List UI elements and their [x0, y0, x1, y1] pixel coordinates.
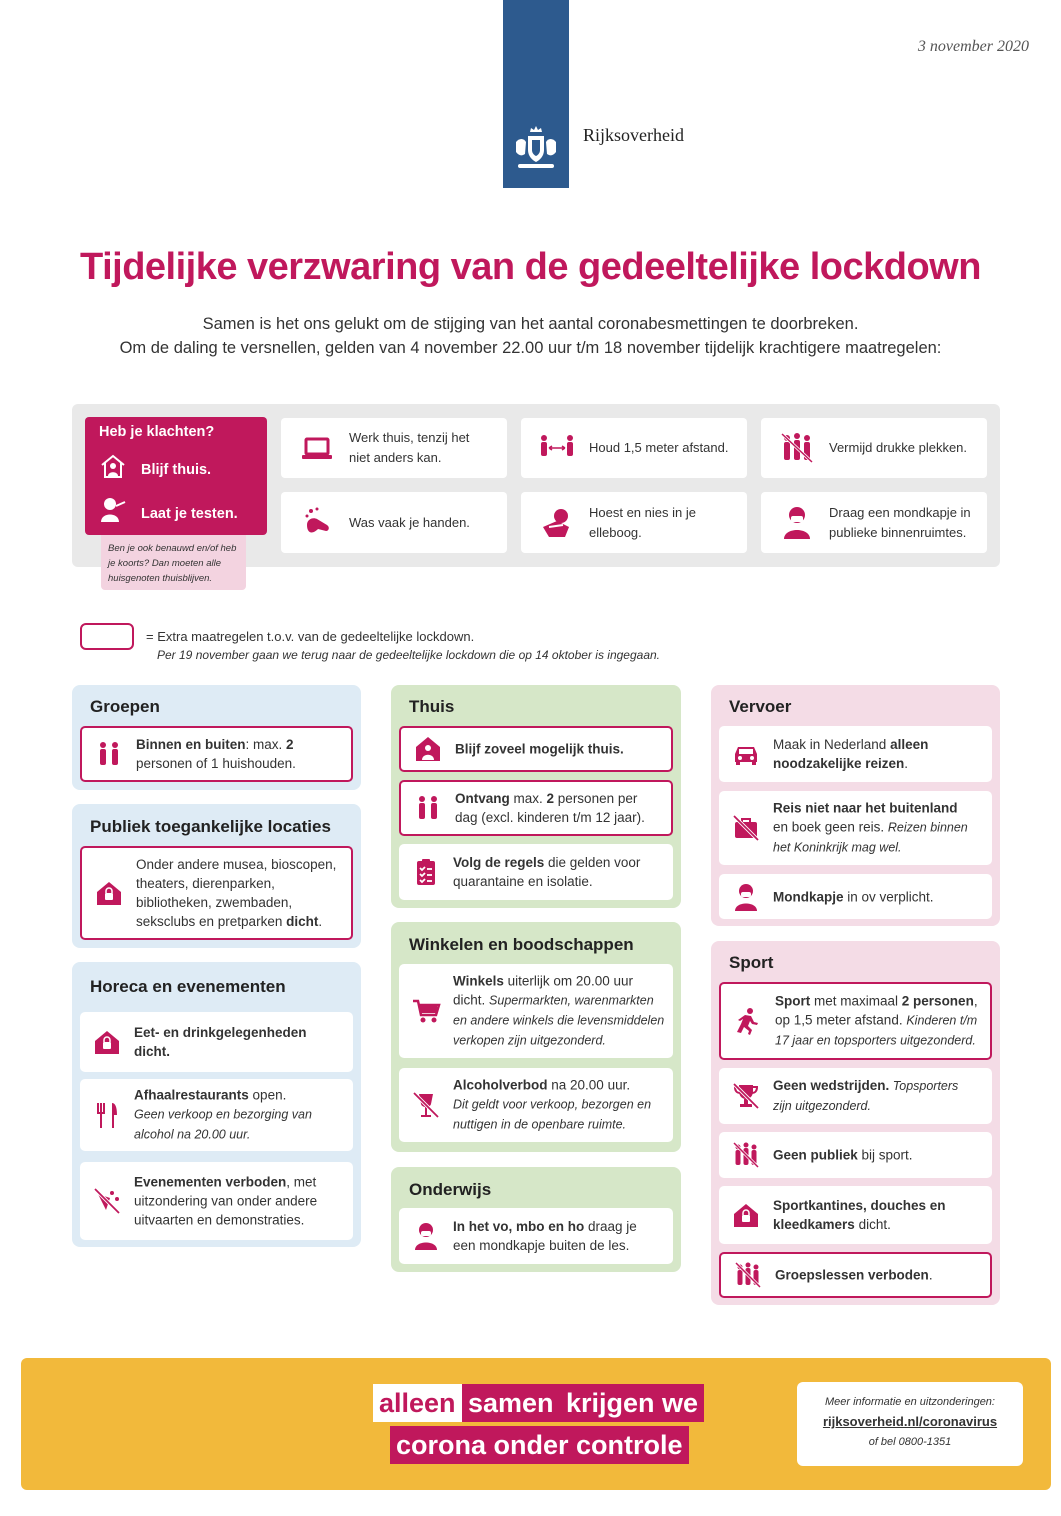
text-bold: Alcoholverbod — [453, 1077, 548, 1093]
test-swab-icon — [99, 495, 127, 523]
text: uitvaarten en demonstraties. — [134, 1212, 305, 1228]
card-sport — [719, 982, 992, 1060]
no-trophy-icon — [731, 1081, 761, 1111]
sneeze-elbow-icon — [539, 505, 575, 541]
house-person-icon — [99, 452, 127, 480]
info-box — [797, 1382, 1023, 1466]
card-matches — [719, 1068, 992, 1124]
card-horeca — [80, 1012, 353, 1072]
card-group-lessons — [719, 1252, 992, 1298]
handwash-icon — [299, 505, 335, 541]
text-bold: kleedkamers — [773, 1217, 855, 1232]
tip-work-home-line1: Werk thuis, tenzij het — [349, 430, 470, 445]
date: 3 november 2020 — [917, 38, 1029, 55]
text: personen of 1 huishouden. — [136, 756, 296, 771]
text: quarantaine en isolatie. — [453, 874, 593, 889]
text-italic: Topsporters — [889, 1079, 959, 1093]
text: uiterlijk om 20.00 uur — [503, 973, 633, 989]
intro-text — [0, 312, 1061, 360]
text: open. — [248, 1087, 287, 1103]
text-bold: dicht. — [134, 1044, 170, 1059]
section-heading: Publiek toegankelijke locaties — [90, 817, 331, 836]
tip-distance — [521, 418, 747, 478]
card-shops — [399, 964, 673, 1058]
slogan-corona: corona onder controle — [390, 1426, 689, 1464]
text-bold: Winkels — [453, 973, 504, 989]
text-italic: verkopen zijn uitgezonderd. — [453, 1033, 606, 1048]
no-group-icon — [733, 1260, 763, 1290]
text: : max. — [245, 737, 287, 752]
tip-work-home-line2: niet anders kan. — [349, 450, 442, 465]
text: in ov verplicht. — [843, 889, 934, 904]
text-italic: Supermarkten, warenmarkten — [489, 993, 654, 1008]
text: op 1,5 meter afstand. — [775, 1012, 907, 1028]
section-heading: Sport — [729, 953, 774, 972]
text-italic: alcohol na 20.00 uur. — [134, 1127, 251, 1142]
tip-distance-line1: Houd 1,5 meter afstand. — [589, 440, 729, 455]
closed-building-icon — [94, 878, 124, 908]
text: theaters, dierenparken, — [136, 876, 275, 891]
card-education — [399, 1208, 673, 1264]
text-italic: het Koninkrijk mag wel. — [773, 840, 902, 855]
card-audience — [719, 1132, 992, 1178]
text: een mondkapje buiten de les. — [453, 1238, 630, 1253]
card-takeaway — [80, 1079, 353, 1151]
tip-crowds — [761, 418, 987, 478]
slogan-krijgen: krijgen we — [560, 1384, 704, 1422]
laptop-icon — [299, 430, 335, 466]
org-name: Rijksoverheid — [583, 125, 684, 145]
tip-mask-line1: Draag een mondkapje in — [829, 504, 971, 520]
info-link[interactable]: rijksoverheid.nl/coronavirus — [822, 1414, 998, 1429]
section-heading: Vervoer — [729, 697, 792, 716]
section-sport — [711, 941, 1000, 1305]
text-bold: Binnen en buiten — [136, 737, 246, 752]
text-italic: 17 jaar en topsporters uitgezonderd. — [775, 1033, 976, 1048]
text-bold: Geen wedstrijden. — [773, 1078, 890, 1093]
text-bold: Blijf zoveel mogelijk thuis. — [455, 741, 624, 757]
distance-icon — [539, 430, 575, 466]
slogan-alleen: alleen — [373, 1384, 462, 1422]
text-bold: Sportkantines, douches en — [773, 1198, 946, 1213]
text: met maximaal — [810, 993, 902, 1009]
section-heading: Groepen — [90, 697, 160, 716]
running-person-icon — [733, 1006, 763, 1036]
card-stay-home — [399, 726, 673, 772]
text-bold: Groepslessen verboden — [775, 1267, 929, 1283]
no-alcohol-icon — [411, 1090, 441, 1120]
text-bold: In het vo, mbo en ho — [453, 1219, 585, 1234]
text: dicht. — [453, 992, 490, 1008]
text: dicht. — [854, 1217, 891, 1232]
two-people-icon — [94, 739, 124, 769]
tip-sneeze-line2: elleboog. — [589, 524, 642, 540]
tip-sneeze — [521, 492, 747, 553]
text: na 20.00 uur. — [547, 1077, 631, 1093]
slogan-samen: samen — [462, 1384, 560, 1422]
text-bold: Geen publiek — [773, 1147, 858, 1163]
face-mask-icon — [779, 505, 815, 541]
text: en boek geen reis. — [773, 819, 888, 835]
card-visitors — [399, 780, 673, 836]
text: draag je — [584, 1219, 637, 1234]
house-person-icon — [413, 734, 443, 764]
card-ov-mask — [719, 874, 992, 919]
complaints-box — [85, 417, 267, 535]
complaints-get-tested: Laat je testen. — [141, 506, 238, 522]
complaints-title: Heb je klachten? — [99, 424, 215, 440]
tip-handwash — [281, 492, 507, 553]
tip-crowds-line1: Vermijd drukke plekken. — [829, 440, 968, 455]
text: bibliotheken, zwembaden, — [136, 895, 293, 910]
card-canteens — [719, 1186, 992, 1244]
section-publiek — [72, 804, 361, 948]
card-travel-nl — [719, 726, 992, 782]
text-bold: 2 — [286, 737, 294, 752]
section-heading: Onderwijs — [409, 1180, 492, 1199]
text: personen per — [554, 791, 638, 806]
text: . — [928, 1267, 933, 1283]
tip-mask-line2: publieke binnenruimtes. — [829, 524, 967, 540]
card-public-locations — [80, 846, 353, 940]
section-horeca — [72, 962, 361, 1247]
crowd-icon — [779, 430, 815, 466]
text-bold: Volg de regels — [453, 855, 545, 870]
face-mask-icon — [411, 1221, 441, 1251]
closed-building-icon — [731, 1200, 761, 1230]
section-onderwijs — [391, 1167, 681, 1272]
legend-line2: Per 19 november gaan we terug naar de gedeeltelijke lockdown die op 14 oktober is ingegaan. — [157, 648, 661, 662]
text-bold: Ontvang — [455, 791, 510, 806]
face-mask-icon — [731, 882, 761, 912]
card-alcohol — [399, 1068, 673, 1142]
text-italic: Reizen binnen — [887, 820, 968, 835]
section-groepen — [72, 685, 361, 790]
car-icon — [731, 739, 761, 769]
two-people-icon — [413, 793, 443, 823]
text: max. — [509, 791, 547, 806]
text-bold: personen — [909, 993, 974, 1009]
intro-line-1: Samen is het ons gelukt om de stijging van het aantal coronabesmettingen te doorbreken. — [202, 315, 859, 333]
text: dag (excl. kinderen t/m 12 jaar). — [455, 810, 645, 825]
text: , — [973, 993, 978, 1009]
legend-line1: = Extra maatregelen t.o.v. van de gedeeltelijke lockdown. — [146, 629, 475, 644]
no-events-icon — [92, 1186, 122, 1216]
shopping-cart-icon — [411, 996, 441, 1026]
text-bold: noodzakelijke reizen — [773, 756, 905, 771]
text-italic: zijn uitgezonderd. — [773, 1099, 871, 1113]
text-bold: Evenementen verboden — [134, 1174, 287, 1190]
text: bij sport. — [857, 1147, 913, 1163]
no-luggage-icon — [731, 813, 761, 843]
text-bold: Eet- en drinkgelegenheden — [134, 1025, 307, 1040]
text-bold: alleen — [890, 737, 929, 752]
card-travel-abroad — [719, 791, 992, 865]
text-italic: Kinderen t/m — [906, 1013, 978, 1028]
text: , met — [286, 1174, 317, 1190]
text: die gelden voor — [544, 855, 641, 870]
checklist-icon — [411, 857, 441, 887]
legend-swatch — [80, 623, 134, 650]
card-groups — [80, 726, 353, 782]
text-italic: en andere winkels die levensmiddelen — [453, 1013, 665, 1028]
tip-mask — [761, 492, 987, 553]
text: . — [318, 914, 323, 929]
card-events — [80, 1162, 353, 1240]
fork-knife-icon — [92, 1100, 122, 1130]
page-title: Tijdelijke verzwaring van de gedeeltelijke lockdown — [80, 246, 981, 288]
no-crowd-icon — [731, 1140, 761, 1170]
text: seksclubs en pretparken — [136, 914, 287, 929]
text-bold: 2 — [546, 791, 555, 806]
card-quarantine — [399, 844, 673, 900]
complaints-note: Ben je ook benauwd en/of heb je koorts? Dan moeten alle huisgenoten thuisblijven. — [101, 535, 246, 590]
text: . — [904, 756, 909, 771]
text: uitzondering van onder andere — [134, 1193, 318, 1209]
tip-work-home — [281, 418, 507, 478]
section-heading: Winkelen en boodschappen — [409, 935, 634, 954]
section-thuis — [391, 685, 681, 908]
text-bold: Mondkapje — [773, 889, 844, 904]
intro-line-2: Om de daling te versnellen, gelden van 4 november 22.00 uur t/m 18 november tijdelijk krachtigere maatregelen: — [119, 339, 942, 357]
text-bold: Sport — [775, 993, 811, 1009]
text-bold: Afhaalrestaurants — [134, 1087, 249, 1103]
text-bold: Reis niet naar het buitenland — [773, 800, 958, 816]
tip-sneeze-line1: Hoest en nies in je — [589, 504, 696, 520]
section-heading: Horeca en evenementen — [90, 977, 286, 996]
text: Onder andere musea, bioscopen, — [136, 857, 337, 872]
complaints-stay-home: Blijf thuis. — [141, 462, 212, 478]
closed-building-icon — [92, 1027, 122, 1057]
tip-handwash-line1: Was vaak je handen. — [349, 514, 470, 530]
info-phone: of bel 0800-1351 — [868, 1436, 952, 1448]
text: Maak in Nederland — [773, 737, 891, 752]
info-line1: Meer informatie en uitzonderingen: — [825, 1396, 995, 1408]
section-winkelen — [391, 922, 681, 1152]
text-italic: Geen verkoop en bezorging van — [134, 1107, 312, 1122]
text-italic: Dit geldt voor verkoop, bezorgen en — [453, 1097, 652, 1112]
coat-of-arms-icon — [508, 120, 564, 176]
text-bold: dicht — [286, 914, 319, 929]
section-vervoer — [711, 685, 1000, 926]
text-bold: 2 — [901, 993, 910, 1009]
text-italic: nuttigen in de openbare ruimte. — [453, 1117, 627, 1132]
legend — [146, 628, 660, 664]
section-heading: Thuis — [409, 697, 455, 716]
